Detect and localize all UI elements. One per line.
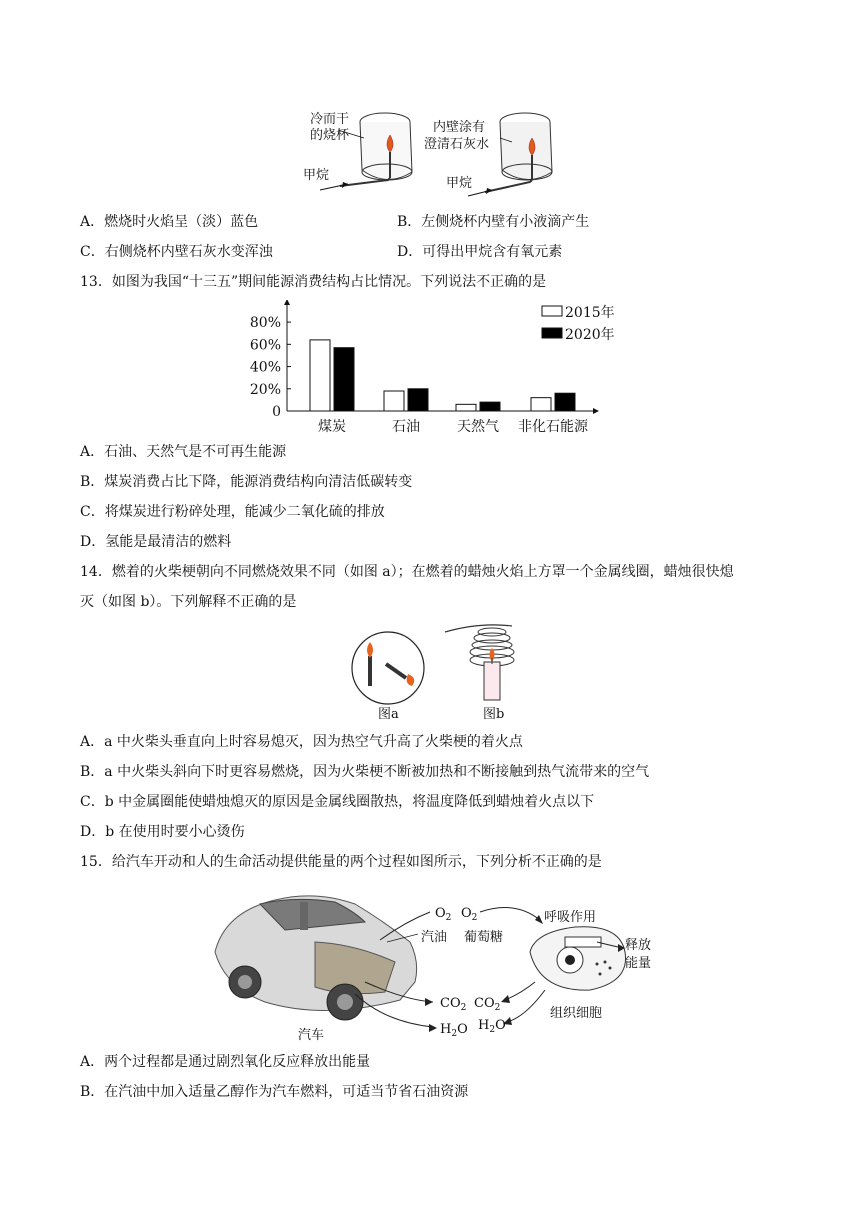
chart-legend <box>542 304 615 343</box>
bar-2020年-非化石能源 <box>555 393 575 411</box>
q13-option-b: B．煤炭消费占比下降，能源消费结构向清洁低碳转变 <box>80 474 413 490</box>
q14-stem-line1: 14．燃着的火柴梗朝向不同燃烧效果不同（如图 a）；在燃着的蜡烛火焰上方罩一个金属线圈，蜡烛很快熄 <box>80 564 734 580</box>
release-label-line1: 释放 <box>625 938 652 953</box>
q14-figure-a <box>350 628 430 708</box>
chart-x-labels <box>318 418 589 435</box>
bar-2015年-煤炭 <box>310 340 330 411</box>
figure-a-caption: 图a <box>378 707 399 722</box>
glucose-label: 葡萄糖 <box>464 930 504 945</box>
chart-y-ticks <box>250 315 291 420</box>
y-tick-label: 40% <box>249 359 281 376</box>
candle-coil-illustration <box>440 618 540 706</box>
release-label-line2: 能量 <box>625 956 652 971</box>
co2-label-cell: $CO_2$ <box>474 996 501 1013</box>
y-axis-arrow <box>284 300 290 305</box>
legend-label: 2020年 <box>565 327 615 343</box>
q12-option-c: C．右侧烧杯内壁石灰水变浑浊 <box>80 244 273 260</box>
figure-b-caption: 图b <box>483 707 505 722</box>
q12-option-b: B．左侧烧杯内壁有小液滴产生 <box>397 214 590 230</box>
q14-option-a: A．a 中火柴头垂直向上时容易熄灭，因为热空气升高了火柴梗的着火点 <box>80 734 523 750</box>
co2-label-car: $CO_2$ <box>440 996 467 1013</box>
match-illustration <box>350 628 430 708</box>
x-tick-label: 石油 <box>392 419 420 435</box>
bar-2020年-煤炭 <box>334 348 354 411</box>
y-tick-label: 0 <box>272 404 281 420</box>
bar-2020年-石油 <box>408 389 428 411</box>
q14-option-c: C．b 中金属圈能使蜡烛熄灭的原因是金属线圈散热，将温度降低到蜡烛着火点以下 <box>80 794 595 810</box>
car-illustration <box>215 896 417 1020</box>
y-tick-label: 20% <box>249 381 281 398</box>
o2-label-1: $O_2$ <box>435 906 452 923</box>
q12-option-d: D．可得出甲烷含有氧元素 <box>397 244 563 260</box>
h2o-label-cell: $H_2O$ <box>478 1018 506 1035</box>
x-tick-label: 天然气 <box>457 419 499 435</box>
q13-option-c: C．将煤炭进行粉碎处理，能减少二氧化硫的排放 <box>80 504 385 520</box>
h2o-label-car: $H_2O$ <box>440 1022 468 1039</box>
bar-2015年-石油 <box>384 391 404 411</box>
left-beaker-label-line2: 的烧杯 <box>310 128 350 143</box>
chart-axes <box>284 300 599 414</box>
gasoline-label: 汽油 <box>421 930 448 945</box>
tissue-cell-illustration <box>530 927 626 990</box>
left-beaker-label-line1: 冷而干 <box>310 112 350 127</box>
q14-stem-line2: 灭（如图 b）。下列解释不正确的是 <box>80 594 297 610</box>
right-beaker-label-line1: 内壁涂有 <box>433 120 486 135</box>
q12-option-a: A．燃烧时火焰呈（淡）蓝色 <box>80 214 259 230</box>
legend-swatch <box>542 306 562 316</box>
bar-2015年-非化石能源 <box>531 398 551 411</box>
q13-stem: 13．如图为我国“十三五”期间能源消费结构占比情况。下列说法不正确的是 <box>80 274 547 290</box>
right-beaker-label-line2: 澄清石灰水 <box>424 137 490 152</box>
q13-option-d: D．氢能是最清洁的燃料 <box>80 534 232 550</box>
legend-swatch <box>542 328 562 338</box>
car-label: 汽车 <box>298 1028 325 1043</box>
x-tick-label: 煤炭 <box>318 419 346 435</box>
energy-consumption-chart <box>240 300 620 440</box>
tissue-cell-label: 组织细胞 <box>550 1006 603 1021</box>
o2-label-2: $O_2$ <box>461 906 478 923</box>
y-tick-label: 60% <box>249 337 281 354</box>
bar-2020年-天然气 <box>480 402 500 411</box>
x-axis-arrow <box>593 408 599 414</box>
x-tick-label: 非化石能源 <box>518 419 588 435</box>
chart-bars <box>310 340 575 411</box>
q15-option-b: B．在汽油中加入适量乙醇作为汽车燃料，可适当节省石油资源 <box>80 1084 469 1100</box>
q15-stem: 15．给汽车开动和人的生命活动提供能量的两个过程如图所示，下列分析不正确的是 <box>80 854 602 870</box>
y-tick-label: 80% <box>249 315 281 332</box>
q13-bar-chart <box>240 300 620 440</box>
bar-2015年-天然气 <box>456 404 476 411</box>
q14-figure-b <box>440 618 540 706</box>
q14-option-d: D．b 在使用时要小心烫伤 <box>80 824 245 840</box>
respiration-label: 呼吸作用 <box>544 910 597 925</box>
q15-option-a: A．两个过程都是通过剧烈氧化反应释放出能量 <box>80 1054 371 1070</box>
q14-option-b: B．a 中火柴头斜向下时更容易燃烧，因为火柴梗不断被加热和不断接触到热气流带来的空气 <box>80 764 650 780</box>
legend-label: 2015年 <box>565 305 615 321</box>
q13-option-a: A．石油、天然气是不可再生能源 <box>80 444 287 460</box>
right-gas-label: 甲烷 <box>446 176 473 191</box>
left-gas-label: 甲烷 <box>303 168 330 183</box>
